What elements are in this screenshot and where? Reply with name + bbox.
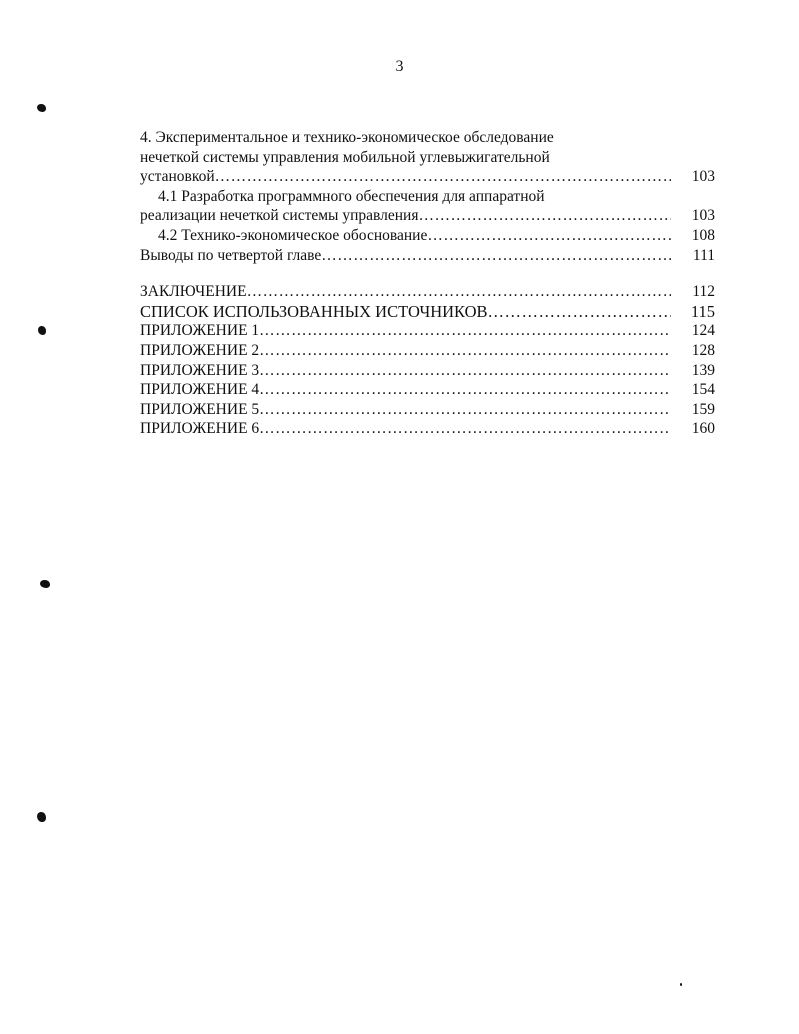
chapter-4-heading-line-2: нечеткой системы управления мобильной углевыжигательной bbox=[140, 148, 550, 166]
toc-entry-page: 128 bbox=[691, 341, 715, 359]
toc-entry-references[interactable] bbox=[140, 302, 715, 322]
toc-entry-label: Выводы по четвертой главе bbox=[140, 246, 322, 264]
leader-dots bbox=[259, 341, 671, 361]
leader-dots bbox=[247, 282, 671, 302]
toc-entry-label: 4.2 Технико-экономическое обоснование bbox=[158, 226, 428, 244]
toc-entry-label: реализации нечеткой системы управления bbox=[140, 207, 419, 225]
toc-entry-page: 112 bbox=[692, 283, 715, 301]
leader-dots bbox=[259, 419, 671, 439]
toc-entry-page: 139 bbox=[691, 361, 715, 379]
leader-dots bbox=[259, 400, 671, 420]
toc-entry-label: ПРИЛОЖЕНИЕ 2 bbox=[140, 341, 260, 359]
toc-entry-chapter-4-conclusions[interactable] bbox=[140, 246, 715, 266]
toc-entry-label: ЗАКЛЮЧЕНИЕ bbox=[140, 283, 247, 301]
scan-speck bbox=[40, 580, 50, 588]
table-of-contents bbox=[140, 128, 715, 439]
section-4-1-line-1: 4.1 Разработка программного обеспечения для аппаратной bbox=[158, 187, 545, 205]
toc-entry-page: 103 bbox=[691, 168, 715, 186]
toc-entry-label: ПРИЛОЖЕНИЕ 3 bbox=[140, 361, 260, 379]
toc-entry-appendix-4[interactable] bbox=[140, 380, 715, 400]
leader-dots bbox=[259, 361, 671, 381]
toc-entry-label: ПРИЛОЖЕНИЕ 5 bbox=[140, 400, 260, 418]
spacer bbox=[140, 265, 715, 282]
toc-entry-section-4-1[interactable] bbox=[140, 206, 715, 226]
toc-entry-appendix-5[interactable] bbox=[140, 400, 715, 420]
toc-entry-section-4-2[interactable] bbox=[140, 226, 715, 246]
scan-speck bbox=[37, 104, 46, 112]
toc-entry-page: 160 bbox=[691, 420, 715, 438]
toc-entry-conclusion[interactable] bbox=[140, 282, 715, 302]
toc-entry-label: ПРИЛОЖЕНИЕ 1 bbox=[140, 322, 260, 340]
leader-dots bbox=[215, 167, 671, 187]
toc-entry-page: 111 bbox=[692, 246, 715, 264]
leader-dots bbox=[427, 226, 671, 246]
toc-entry-label: установкой bbox=[140, 168, 215, 186]
toc-entry-label: ПРИЛОЖЕНИЕ 6 bbox=[140, 420, 260, 438]
toc-entry-appendix-2[interactable] bbox=[140, 341, 715, 361]
chapter-4-heading-line-1: 4. Экспериментальное и технико-экономическое обследование bbox=[140, 129, 554, 146]
toc-entry-label: ПРИЛОЖЕНИЕ 4 bbox=[140, 381, 260, 399]
leader-dots bbox=[488, 302, 671, 322]
leader-dots bbox=[259, 380, 671, 400]
scan-speck bbox=[37, 812, 46, 822]
toc-entry-appendix-6[interactable] bbox=[140, 419, 715, 439]
page-number: 3 bbox=[395, 58, 404, 75]
toc-entry-page: 124 bbox=[691, 322, 715, 340]
scan-speck bbox=[680, 983, 682, 986]
toc-entry-page: 159 bbox=[691, 400, 715, 418]
leader-dots bbox=[259, 321, 671, 341]
toc-entry-appendix-3[interactable] bbox=[140, 361, 715, 381]
toc-entry-page: 154 bbox=[691, 381, 715, 399]
scan-speck bbox=[38, 326, 46, 335]
toc-entry-label: СПИСОК ИСПОЛЬЗОВАННЫХ ИСТОЧНИКОВ bbox=[140, 301, 488, 321]
toc-entry-chapter-4[interactable] bbox=[140, 167, 715, 187]
toc-entry-page: 115 bbox=[690, 301, 715, 321]
leader-dots bbox=[418, 206, 671, 226]
toc-entry-page: 108 bbox=[691, 226, 715, 244]
leader-dots bbox=[321, 246, 671, 266]
toc-entry-page: 103 bbox=[691, 207, 715, 225]
toc-entry-appendix-1[interactable] bbox=[140, 321, 715, 341]
